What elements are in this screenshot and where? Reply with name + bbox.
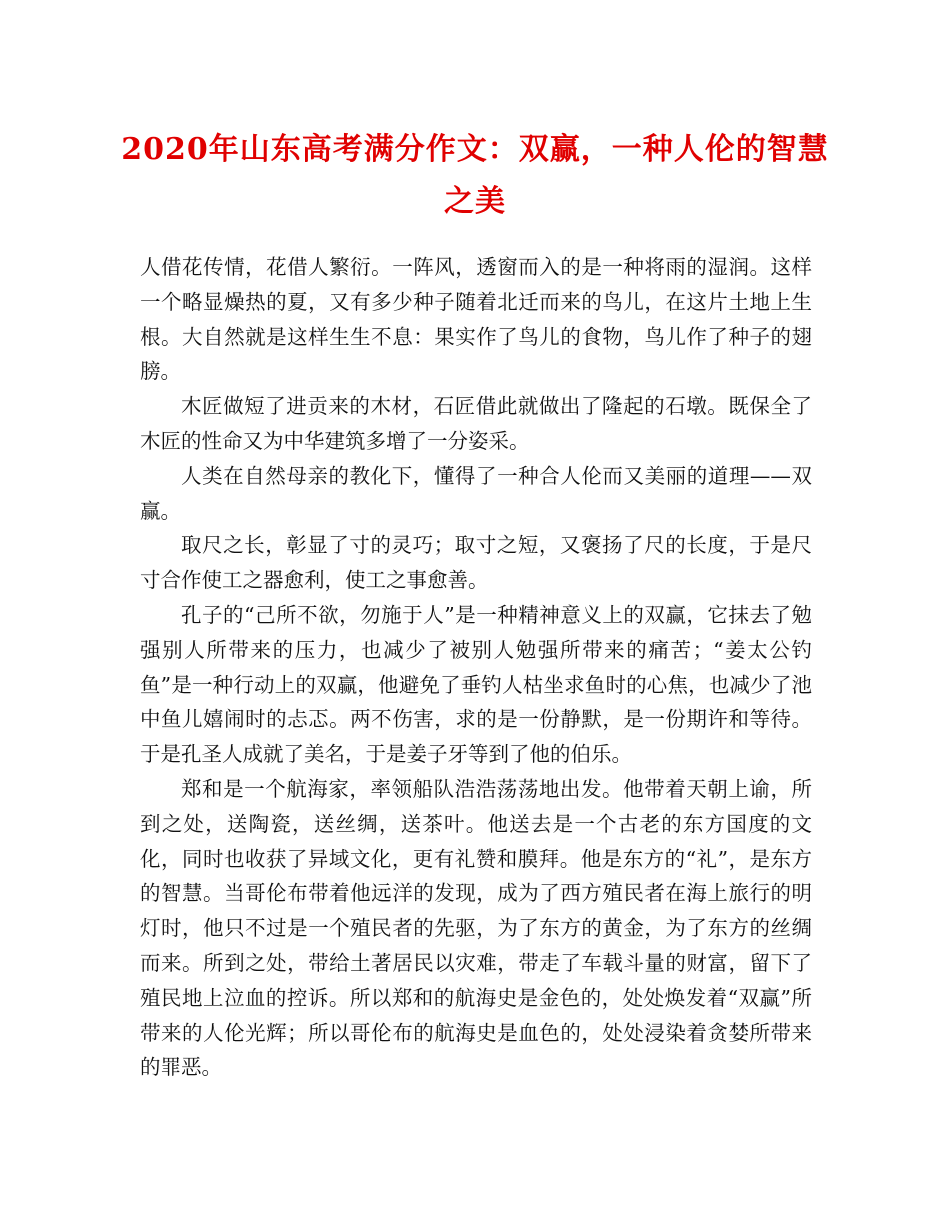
document-body: [140, 250, 812, 1085]
paragraph-2: 木匠做短了进贡来的木材，石匠借此就做出了隆起的石墩。既保全了木匠的性命又为中华建筑多增了一分姿采。: [140, 394, 812, 453]
paragraph-3: 人类在自然母亲的教化下，懂得了一种合人伦而又美丽的道理——双赢。: [140, 463, 812, 523]
paragraph-5: 孔子的“己所不欲，勿施于人”是一种精神意义上的双赢，它抹去了勉强别人所带来的压力，也减少了被别人勉强所带来的痛苦；“姜太公钓鱼”是一种行动上的双赢，他避免了垂钓人枯坐求鱼时的心焦，也减少了池中鱼儿嬉闹时的忐忑。两不伤害，求的是一份静默，是一份期许和等待。于是孔圣人成就了美名，于是姜子牙等到了他的伯乐。: [140, 602, 812, 767]
paragraph-6: 郑和是一个航海家，率领船队浩浩荡荡地出发。他带着天朝上谕，所到之处，送陶瓷，送丝绸，送茶叶。他送去是一个古老的东方国度的文化，同时也收获了异域文化，更有礼赞和膜拜。他是东方的“礼”，是东方的智慧。当哥伦布带着他远洋的发现，成为了西方殖民者在海上旅行的明灯时，他只不过是一个殖民者的先驱，为了东方的黄金，为了东方的丝绸而来。所到之处，带给土著居民以灾难，带走了车载斗量的财富，留下了殖民地上泣血的控诉。所以郑和的航海史是金色的，处处焕发着“双赢”所带来的人伦光辉；所以哥伦布的航海史是血色的，处处浸染着贪婪所带来的罪恶。: [140, 776, 812, 1080]
paragraph-4: 取尺之长，彰显了寸的灵巧；取寸之短，又褒扬了尺的长度，于是尺寸合作使工之器愈利，使工之事愈善。: [140, 533, 812, 593]
paragraph-1: 人借花传情，花借人繁衍。一阵风，透窗而入的是一种将雨的湿润。这样一个略显燥热的夏，又有多少种子随着北迁而来的鸟儿，在这片土地上生根。大自然就是这样生生不息：果实作了鸟儿的食物，鸟儿作了种子的翅膀。: [140, 255, 812, 384]
document-title: 2020年山东高考满分作文：双赢，一种人伦的智慧之美: [121, 132, 829, 219]
